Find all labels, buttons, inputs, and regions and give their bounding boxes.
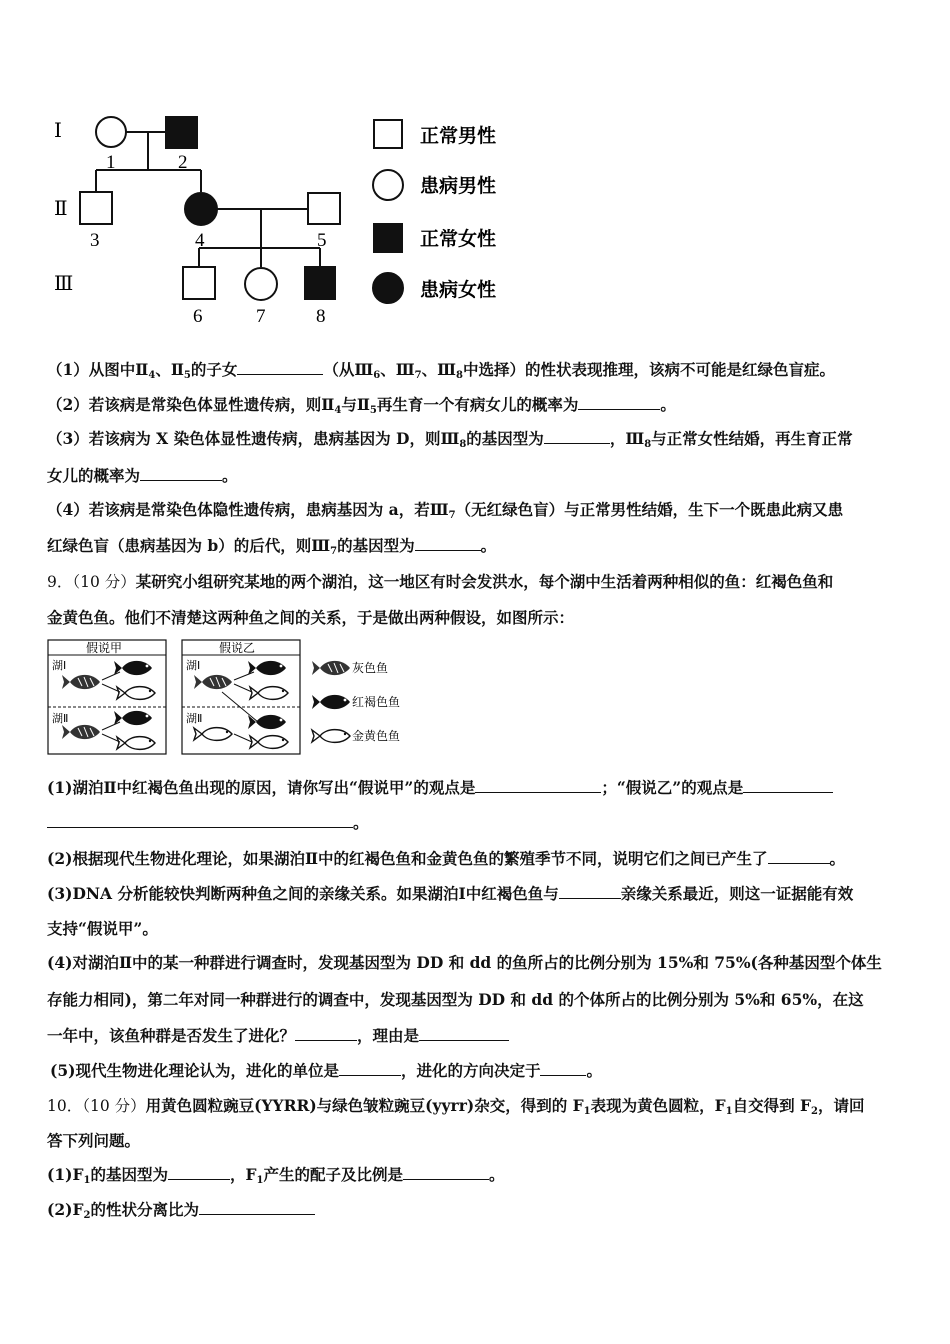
q10-intro-cont: 答下列问题。 bbox=[47, 1131, 141, 1150]
legend-label: 正常男性 bbox=[420, 126, 497, 147]
individual-number: 1 bbox=[106, 152, 116, 173]
q9-part4-cont2: 一年中，该鱼种群是否发生了进化？ ，理由是 bbox=[47, 1025, 907, 1047]
golden-fish-icon bbox=[312, 730, 350, 743]
q9-part1: (1)湖泊Ⅱ中红褐色鱼出现的原因，请你写出“假说甲”的观点是 ；“假说乙”的观点是 bbox=[47, 777, 907, 799]
fish-hypothesis-figure bbox=[46, 638, 416, 756]
individual-number: 6 bbox=[193, 306, 203, 327]
answer-blank[interactable] bbox=[140, 466, 222, 481]
individual-number: 7 bbox=[256, 306, 266, 327]
hypothesis-b-title: 假说乙 bbox=[219, 641, 256, 655]
legend-label: 患病女性 bbox=[420, 280, 497, 301]
individual-5 bbox=[308, 193, 340, 224]
individual-2 bbox=[166, 117, 197, 148]
q8-part2: （2）若该病是常染色体显性遗传病，则$Ⅱ_4$与$Ⅱ_5$再生育一个有病女儿的概率为 。 bbox=[47, 395, 676, 416]
legend-normal-male-icon bbox=[374, 120, 402, 148]
answer-blank[interactable] bbox=[544, 429, 610, 444]
answer-blank[interactable] bbox=[403, 1165, 489, 1180]
individual-number: 8 bbox=[316, 306, 326, 327]
lake-label: 湖Ⅱ bbox=[186, 712, 203, 725]
answer-blank[interactable] bbox=[237, 360, 323, 375]
individual-4 bbox=[185, 193, 217, 225]
q8-part4-cont: 红绿色盲（患病基因为 b）的后代，则$Ⅲ_7$的基因型为 。 bbox=[47, 536, 497, 557]
legend-label: 正常女性 bbox=[420, 229, 497, 250]
grey-fish-icon bbox=[312, 661, 350, 675]
lake-label: 湖Ⅰ bbox=[52, 659, 67, 672]
individual-1 bbox=[96, 117, 126, 147]
individual-number: 4 bbox=[195, 230, 205, 251]
individual-6 bbox=[183, 267, 215, 299]
answer-blank[interactable] bbox=[168, 1165, 230, 1180]
answer-blank[interactable] bbox=[578, 395, 660, 410]
q9-part4-cont: 存能力相同)，第二年对同一种群进行的调查中，发现基因型为 DD 和 dd 的个体所占的比例分别为 5%和 65%，在这 bbox=[47, 990, 864, 1009]
legend-label: 灰色鱼 bbox=[352, 661, 389, 675]
answer-blank[interactable] bbox=[199, 1200, 315, 1215]
individual-number: 3 bbox=[90, 230, 100, 251]
q9-part1-cont: 。 bbox=[47, 812, 907, 834]
legend-label: 患病男性 bbox=[420, 176, 497, 197]
individual-number: 5 bbox=[317, 230, 327, 251]
individual-7 bbox=[245, 268, 277, 300]
lake-label: 湖Ⅰ bbox=[186, 659, 201, 672]
answer-blank[interactable] bbox=[339, 1061, 401, 1076]
individual-3 bbox=[80, 192, 112, 224]
individual-8 bbox=[305, 267, 335, 299]
red-brown-fish-icon bbox=[312, 695, 350, 709]
individual-number: 2 bbox=[178, 152, 188, 173]
q10-part2: $(2)F_2$的性状分离比为 bbox=[47, 1199, 907, 1227]
answer-blank[interactable] bbox=[540, 1061, 586, 1076]
generation-label: Ⅲ bbox=[54, 273, 74, 295]
answer-blank[interactable] bbox=[559, 884, 621, 899]
answer-blank[interactable] bbox=[419, 1026, 509, 1041]
legend-label: 金黄色鱼 bbox=[352, 729, 401, 743]
q9-part5: (5)现代生物进化理论认为，进化的单位是 ，进化的方向决定于 。 bbox=[50, 1061, 602, 1080]
generation-label: Ⅰ bbox=[54, 120, 62, 142]
legend-normal-female-icon bbox=[374, 224, 402, 252]
q9-part2: (2)根据现代生物进化理论，如果湖泊Ⅱ中的红褐色鱼和金黄色鱼的繁殖季节不同，说明它们之间已产生了 。 bbox=[47, 849, 846, 868]
q9-part3-cont: 支持“假说甲”。 bbox=[47, 919, 158, 938]
legend-label: 红褐色鱼 bbox=[352, 695, 401, 709]
q8-part4: （4）若该病是常染色体隐性遗传病，患病基因为 a，若$Ⅲ_7$（无红绿色盲）与正常男性结婚，生下一个既患此病又患 bbox=[47, 500, 844, 521]
answer-blank[interactable] bbox=[415, 536, 481, 551]
hypothesis-a-title: 假说甲 bbox=[86, 641, 123, 655]
legend-affected-female-icon bbox=[373, 273, 403, 303]
q9-intro-cont: 金黄色鱼。他们不清楚这两种鱼之间的关系，于是做出两种假设，如图所示： bbox=[47, 608, 575, 627]
answer-blank[interactable] bbox=[768, 849, 830, 864]
q10-part1: $(1)F_1$的基因型为 ，$F_1$产生的配子及比例是 。 bbox=[47, 1165, 505, 1186]
q9-intro: 9．（10 分）某研究小组研究某地的两个湖泊，这一地区有时会发洪水，每个湖中生活着两种相似的鱼：红褐色鱼和 bbox=[47, 572, 834, 591]
answer-blank[interactable] bbox=[475, 778, 601, 793]
q9-part3: (3)DNA 分析能较快判断两种鱼之间的亲缘关系。如果湖泊Ⅰ中红褐色鱼与 亲缘关系最近，则这一证据能有效 bbox=[47, 884, 854, 903]
q8-part1: （1）从图中$Ⅱ_4$、$Ⅱ_5$的子女 （从$Ⅲ_6$、$Ⅲ_7$、$Ⅲ_8$中选择）的性状表现推理，该病不可能是红绿色盲症。 bbox=[47, 360, 835, 381]
answer-blank[interactable] bbox=[295, 1026, 357, 1041]
lake-label: 湖Ⅱ bbox=[52, 712, 69, 725]
answer-blank[interactable] bbox=[47, 813, 353, 828]
answer-blank[interactable] bbox=[743, 778, 833, 793]
generation-label: Ⅱ bbox=[54, 198, 68, 220]
q8-part3: （3）若该病为 X 染色体显性遗传病，患病基因为 D，则$Ⅲ_8$的基因型为 ，$Ⅲ_8$与正常女性结婚，再生育正常 bbox=[47, 429, 853, 450]
q10-intro: 10．（10 分）用黄色圆粒豌豆(YYRR)与绿色皱粒豌豆(yyrr)杂交，得到的 $F_1$表现为黄色圆粒，$F_1$自交得到 $F_2$，请回 bbox=[47, 1096, 865, 1117]
pedigree-chart bbox=[40, 100, 520, 340]
q9-part4: (4)对湖泊Ⅱ中的某一种群进行调查时，发现基因型为 DD 和 dd 的鱼所占的比例分别为 15%和 75%(各种基因型个体生 bbox=[47, 953, 882, 972]
legend-affected-male-icon bbox=[373, 170, 403, 200]
q8-part3-cont: 女儿的概率为 。 bbox=[47, 466, 238, 485]
